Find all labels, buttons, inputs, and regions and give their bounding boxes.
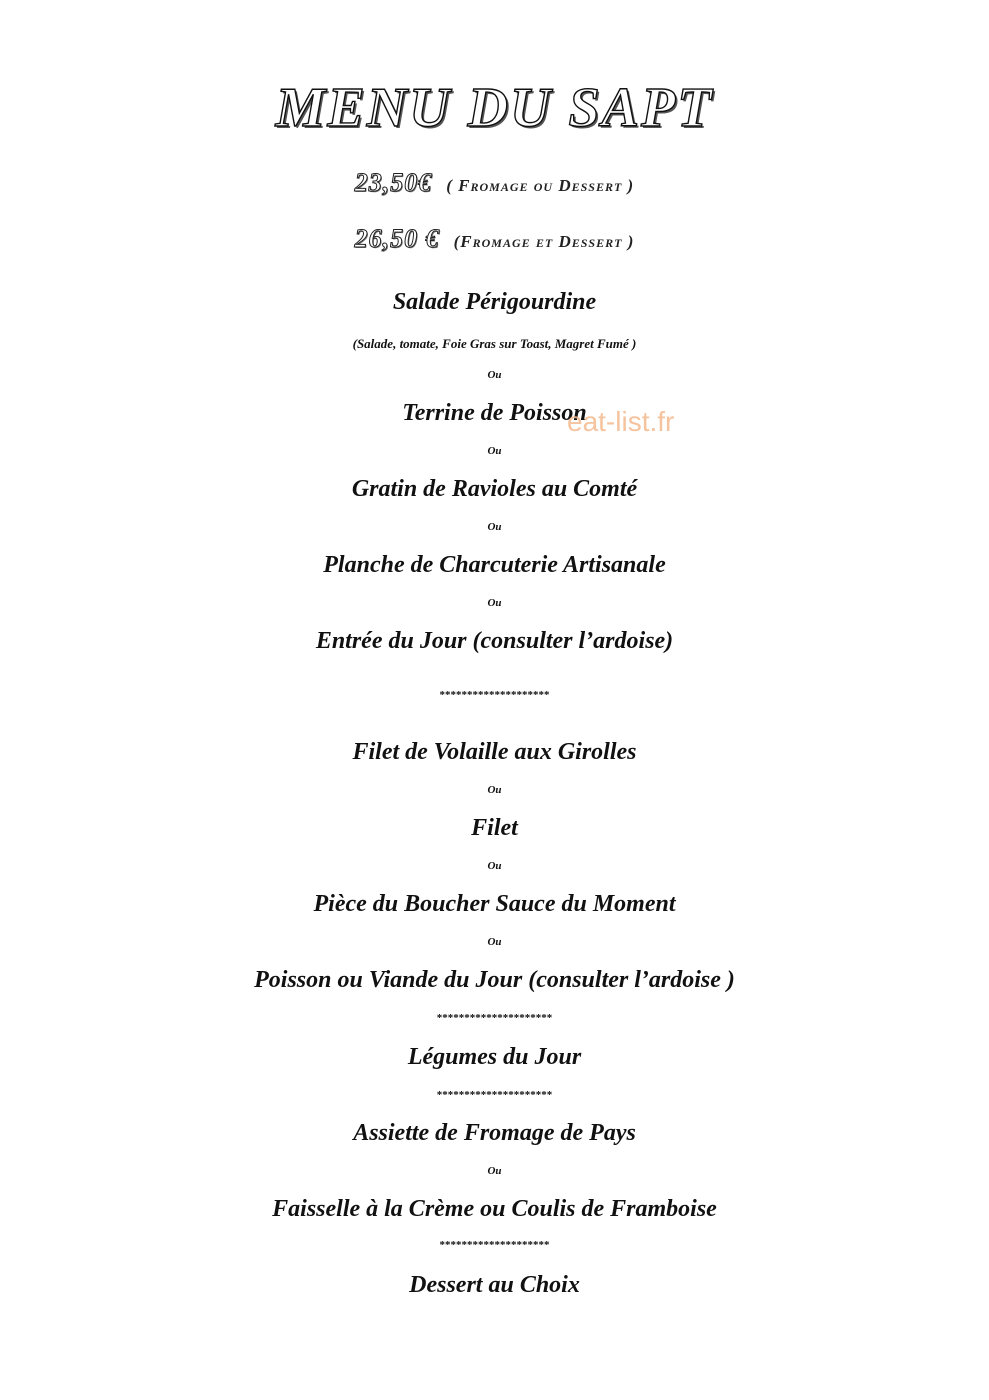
separator: ********************* [436, 1089, 553, 1101]
price-line-1 [0, 168, 989, 201]
price-line-2 [0, 224, 989, 257]
plat-volaille: Filet de Volaille aux Girolles [352, 739, 637, 765]
ou-label: Ou [487, 597, 502, 609]
fromage-faisselle: Faisselle à la Crème ou Coulis de Framboise [272, 1196, 717, 1222]
separator: ******************** [439, 689, 550, 701]
dessert-au-choix: Dessert au Choix [409, 1272, 580, 1298]
entree-charcuterie: Planche de Charcuterie Artisanale [323, 552, 666, 578]
entree-du-jour: Entrée du Jour (consulter l’ardoise) [315, 628, 674, 654]
entree-terrine: Terrine de Poisson [402, 400, 587, 426]
price-amount-2: 26,50 € [354, 224, 440, 253]
plat-du-jour: Poisson ou Viande du Jour (consulter l’ardoise ) [254, 967, 735, 993]
ou-label: Ou [487, 860, 502, 872]
plat-filet: Filet [471, 815, 518, 841]
separator: ********************* [436, 1012, 553, 1024]
separator: ******************** [439, 1239, 550, 1251]
menu-title: MENU DU SAPT [275, 77, 714, 139]
ou-label: Ou [487, 445, 502, 457]
entree-gratin: Gratin de Ravioles au Comté [351, 476, 638, 502]
legumes-du-jour: Légumes du Jour [407, 1044, 582, 1070]
entree-salade: Salade Périgourdine [392, 289, 597, 315]
price-note-2: (Fromage et Dessert ) [453, 232, 635, 251]
ou-label: Ou [487, 784, 502, 796]
ou-label: Ou [487, 936, 502, 948]
entree-salade-description: (Salade, tomate, Foie Gras sur Toast, Magret Fumé ) [352, 336, 637, 351]
fromage-assiette: Assiette de Fromage de Pays [353, 1120, 636, 1146]
ou-label: Ou [487, 369, 502, 381]
watermark: eat-list.fr [567, 406, 675, 437]
price-note-1: ( Fromage ou Dessert ) [446, 176, 635, 195]
ou-label: Ou [487, 521, 502, 533]
price-amount-1: 23,50€ [354, 168, 433, 197]
ou-label: Ou [487, 1165, 502, 1177]
plat-piece-boucher: Pièce du Boucher Sauce du Moment [313, 891, 676, 917]
